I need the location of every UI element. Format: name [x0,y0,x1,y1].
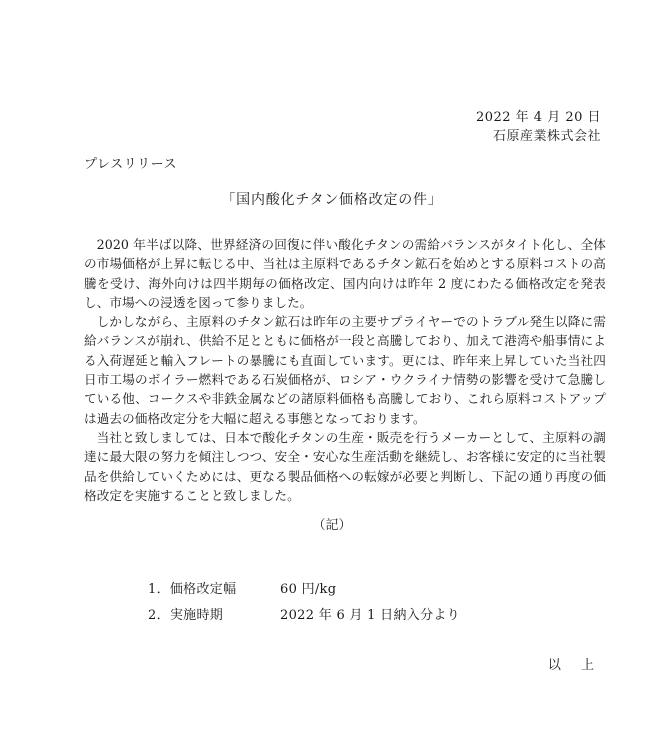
paragraph-3: 当社と致しましては、日本で酸化チタンの生産・販売を行うメーカーとして、主原料の調達に最大限の努力を傾注しつつ、安全・安心な生産活動を継続し、お客様に安定的に当社製品を供給していくためには、更なる製品価格への転嫁が必要と判断し、下記の通り再度の価格改定を実施することと致しました。 [84,429,606,503]
notice-heading: （記） [312,518,352,533]
detail-label: 1．価格改定幅 [148,581,237,597]
details-list [148,574,460,626]
detail-value: 60 円/kg [280,581,337,597]
detail-item-price [148,574,460,600]
paragraph-2: しかしながら、主原料のチタン鉱石は昨年の主要サプライヤーでのトラブル発生以降に需給バランスが崩れ、供給不足とともに価格が一段と高騰しており、加えて港湾や船事情による入荷遅延と輸入フレートの暴騰にも直面しています。更には、昨年来上昇していた当社四日市工場のボイラー燃料である石炭価格が、ロシア・ウクライナ情勢の影響を受けて急騰している他、コークスや非鉄金属などの諸原料価格も高騰しており、これら原料コストアップは過去の価格改定分を大幅に超える事態となっております。 [84,314,606,426]
detail-label: 2．実施時期 [148,607,224,623]
closing-mark: 以 上 [547,658,602,673]
body-text [84,235,606,505]
press-release-label: プレスリリース [84,157,177,172]
detail-value: 2022 年 6 月 1 日納入分より [280,607,460,623]
company-name: 石原産業株式会社 [492,129,601,144]
document-title: 「国内酸化チタン価格改定の件」 [221,192,443,208]
release-date: 2022 年 4 月 20 日 [475,110,601,125]
detail-item-date [148,600,460,626]
paragraph-1: 2020 年半ば以降、世界経済の回復に伴い酸化チタンの需給バランスがタイト化し、全体の市場価格が上昇に転じる中、当社は主原料であるチタン鉱石を始めとする原料コストの高騰を受け、海外向けは四半期毎の価格改定、国内向けは昨年 2 度にわたる価格改定を発表し、市場への浸透を図って参りました。 [84,237,606,310]
